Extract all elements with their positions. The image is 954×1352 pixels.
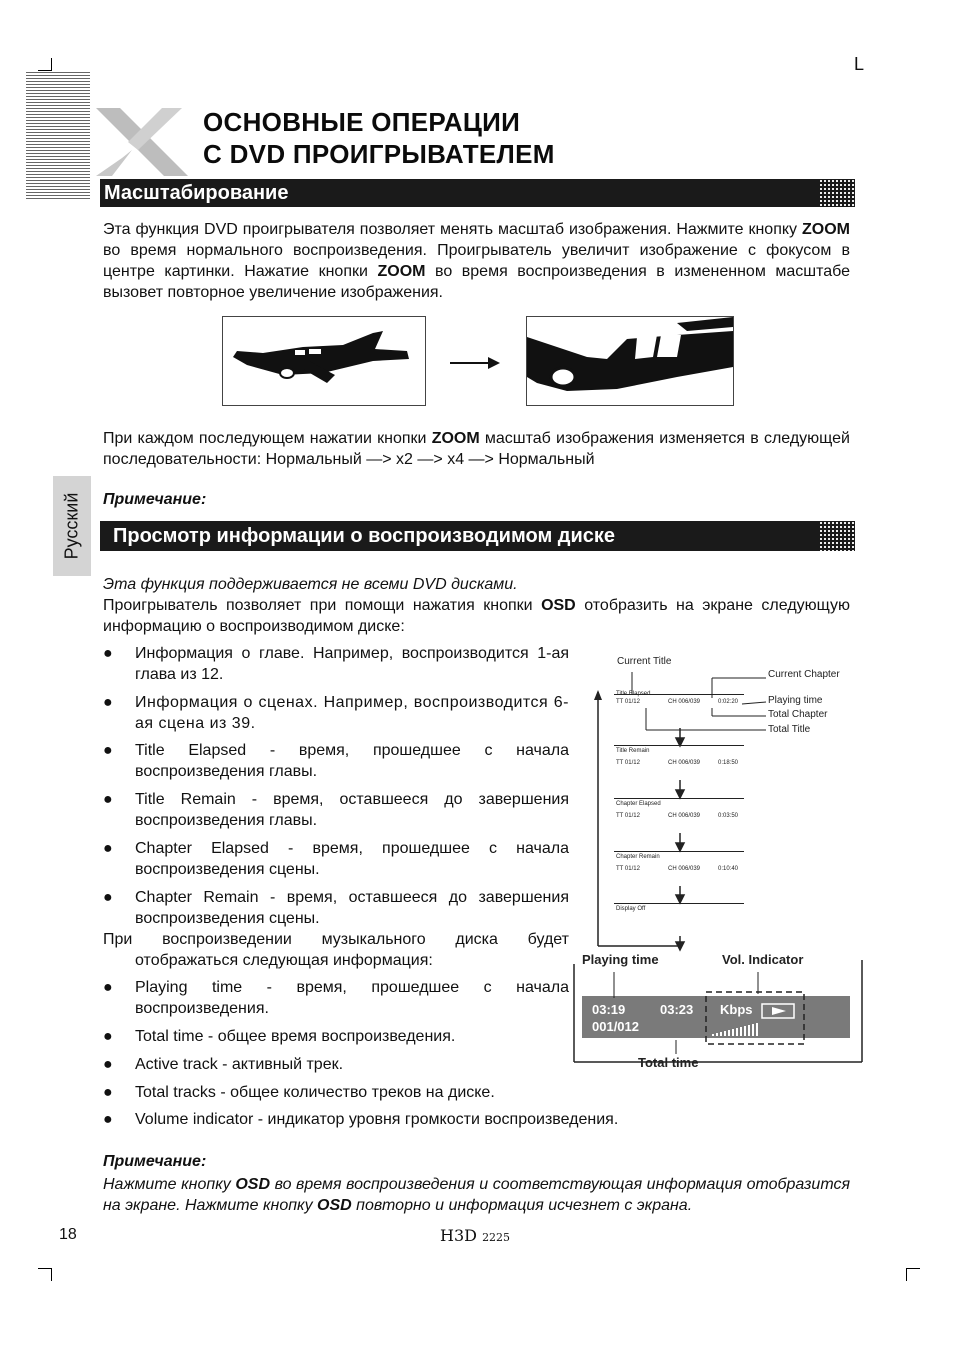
label-playing-time: Playing time (768, 695, 823, 706)
osd-screen-label: Display Off (616, 906, 646, 912)
osd-screen-tt: TT 01/12 (616, 760, 640, 766)
list-item-text: Информация о сценах. Например, воспроизводится 6-ая сцена из 39. (135, 694, 569, 732)
list-item-text: Playing time - время, прошедшее с начала воспроизведения. (135, 979, 569, 1017)
list-item (103, 838, 569, 880)
zoom-seq-text-1: При каждом последующем нажатии кнопки (103, 430, 432, 447)
osd-screen-time: 0:18:50 (718, 760, 739, 766)
brand-logo (440, 1226, 510, 1245)
zoom-paragraph (103, 219, 850, 303)
zoom-text-2: во время нормального воспроизведения. Проигрыватель увеличит изображение с фокусом в центре картинки. Нажатие кнопки (103, 242, 850, 280)
osd-screen-tt: TT 01/12 (616, 699, 640, 705)
osd-screen-ch: CH 006/039 (668, 813, 701, 819)
osd-screen-time: 0:02:20 (718, 699, 739, 705)
page-title-line1: ОСНОВНЫЕ ОПЕРАЦИИ (203, 107, 521, 137)
music-label-playing-time: Playing time (582, 952, 659, 967)
osd-screen-ch: CH 006/039 (668, 866, 701, 872)
bullet-icon: ● (103, 889, 113, 906)
bullet-icon: ● (103, 840, 113, 857)
page-title-line2: С DVD ПРОИГРЫВАТЕЛЕМ (203, 139, 555, 169)
osd-screen (614, 798, 744, 829)
info-intro-text-1: Проигрыватель позволяет при помощи нажатия кнопки (103, 597, 542, 614)
zoom-key-2: ZOOM (377, 263, 426, 280)
info-note-text-3: повторно и информация исчезнет с экрана. (351, 1197, 693, 1214)
music-intro-text: При воспроизведении музыкального диска будет отображаться следующая информация: (103, 931, 569, 969)
list-item-text: Chapter Remain - время, оставшееся до завершения воспроизведения сцены. (135, 889, 569, 927)
music-time-total: 03:23 (660, 1002, 694, 1017)
info-note-text-2: во время воспроизведения и соответствующая информация отобразится на экране. Нажмите кнопку (103, 1176, 851, 1214)
list-item-text: Active track - активный трек. (135, 1056, 344, 1073)
zoom-key-1: ZOOM (802, 221, 850, 238)
airplane-normal-image (222, 316, 426, 406)
osd-screen-label: Title Remain (616, 748, 650, 754)
list-item-text: Title Elapsed - время, прошедшее с начала воспроизведения главы. (135, 742, 569, 780)
osd-screen-time: 0:10:40 (718, 866, 739, 872)
heading-dots-decoration (819, 179, 855, 207)
brand-name: H3D (440, 1226, 477, 1245)
music-time-elapsed: 03:19 (592, 1002, 626, 1017)
label-current-chapter: Current Chapter (768, 669, 840, 680)
info-note-paragraph (103, 1174, 850, 1216)
bullet-icon: ● (103, 1084, 113, 1101)
osd-screen (614, 851, 744, 882)
page-number: 18 (59, 1226, 77, 1243)
info-intro-text-2: отобразить на экране следующую информацию о воспроизводимом диске: (103, 597, 850, 635)
bullet-icon: ● (103, 979, 113, 996)
crop-mark-bottom-left-v (51, 1268, 52, 1281)
bullet-icon: ● (103, 1056, 113, 1073)
language-side-tab-label: Русский (61, 492, 82, 560)
list-item-text: Total time - общее время воспроизведения. (135, 1028, 456, 1045)
list-item-text: Total tracks - общее количество треков на диске. (135, 1084, 495, 1101)
list-item (103, 1109, 803, 1130)
zoom-text-3: во время воспроизведения в измененном масштабе вызовет повторное увеличение изображения. (103, 263, 851, 301)
heading-dots-decoration-2 (819, 521, 855, 551)
info-note-key-2: OSD (317, 1197, 352, 1214)
bullet-icon: ● (103, 1111, 113, 1128)
label-total-title: Total Title (768, 724, 811, 735)
osd-screen-label: Title Elapsed (616, 691, 651, 697)
music-intro-line (103, 929, 569, 971)
crop-mark-bottom-right-h (906, 1268, 920, 1269)
zoom-sequence-paragraph (103, 428, 850, 470)
bullet-icon: ● (103, 742, 113, 759)
osd-screen-ch: CH 006/039 (668, 760, 701, 766)
bullet-icon: ● (103, 645, 113, 662)
list-item-text: Title Remain - время, оставшееся до завершения воспроизведения главы. (135, 791, 569, 829)
crop-mark-bottom-right-v (906, 1268, 907, 1281)
music-label-total-time: Total time (638, 1055, 699, 1070)
page-title (203, 106, 555, 170)
osd-screen (614, 745, 744, 776)
bullet-icon: ● (103, 694, 113, 711)
bullet-icon: ● (103, 791, 113, 808)
zoom-seq-key: ZOOM (431, 430, 480, 447)
osd-screen-label: Chapter Elapsed (616, 801, 661, 807)
osd-diagram (572, 650, 864, 1068)
list-item (103, 977, 569, 1019)
section-heading-zoom (100, 179, 855, 207)
osd-screen-tt: TT 01/12 (616, 813, 640, 819)
list-item-text: Volume indicator - индикатор уровня громкости воспроизведения. (135, 1111, 619, 1128)
music-label-vol-indicator: Vol. Indicator (722, 952, 804, 967)
airplane-normal-icon (223, 317, 425, 405)
list-item (103, 1082, 803, 1103)
list-item (103, 692, 569, 734)
list-item-text: Информация о главе. Например, воспроизводится 1-ая глава из 12. (135, 645, 569, 683)
list-item (103, 643, 569, 685)
info-intro-italic: Эта функция поддерживается не всеми DVD дисками. (103, 576, 518, 593)
list-item (103, 789, 569, 831)
info-intro-key: OSD (541, 597, 576, 614)
osd-screen-label: Chapter Remain (616, 854, 660, 860)
osd-screen (614, 691, 744, 725)
list-item-text: Chapter Elapsed - время, прошедшее с начала воспроизведения сцены. (135, 840, 569, 878)
zoom-text-1: Эта функция DVD проигрывателя позволяет менять масштаб изображения. Нажмите кнопку (103, 221, 802, 238)
decorative-stripes (26, 72, 90, 200)
x-logo-icon (92, 106, 202, 178)
info-note-key-1: OSD (235, 1176, 270, 1193)
crop-mark-top-left-h (38, 70, 52, 71)
section-heading-zoom-label: Масштабирование (104, 182, 289, 204)
info-note-text-1: Нажмите кнопку (103, 1176, 236, 1193)
label-total-chapter: Total Chapter (768, 709, 828, 720)
zoom-seq-text-2: масштаб изображения изменяется в следующей последовательности: Нормальный —> х2 —> х4 —> Нормальный (103, 430, 850, 468)
brand-model: 2225 (482, 1231, 511, 1244)
list-item (103, 740, 569, 782)
corner-mark: L (854, 54, 865, 74)
section-heading-disc-info-label: Просмотр информации о воспроизводимом диске (113, 525, 616, 547)
section-heading-disc-info (100, 521, 855, 551)
osd-screen (614, 903, 744, 934)
music-track: 001/012 (592, 1019, 639, 1034)
osd-screen-tt: TT 01/12 (616, 866, 640, 872)
info-note-label: Примечание: (103, 1153, 207, 1170)
crop-mark-bottom-left-h (38, 1268, 52, 1269)
arrow-right-icon (450, 356, 500, 370)
bullet-icon: ● (103, 1028, 113, 1045)
label-current-title: Current Title (617, 656, 672, 667)
crop-mark-top-left-v (51, 58, 52, 71)
list-item (103, 887, 569, 929)
zoom-note-label: Примечание: (103, 491, 207, 508)
info-intro-paragraph (103, 595, 850, 637)
music-kbps: Kbps (720, 1002, 753, 1017)
airplane-zoomed-image (526, 316, 734, 406)
osd-screen-time: 0:03:50 (718, 813, 739, 819)
language-side-tab (53, 476, 91, 576)
osd-screen-ch: CH 006/039 (668, 699, 701, 705)
airplane-zoomed-icon (527, 317, 733, 405)
